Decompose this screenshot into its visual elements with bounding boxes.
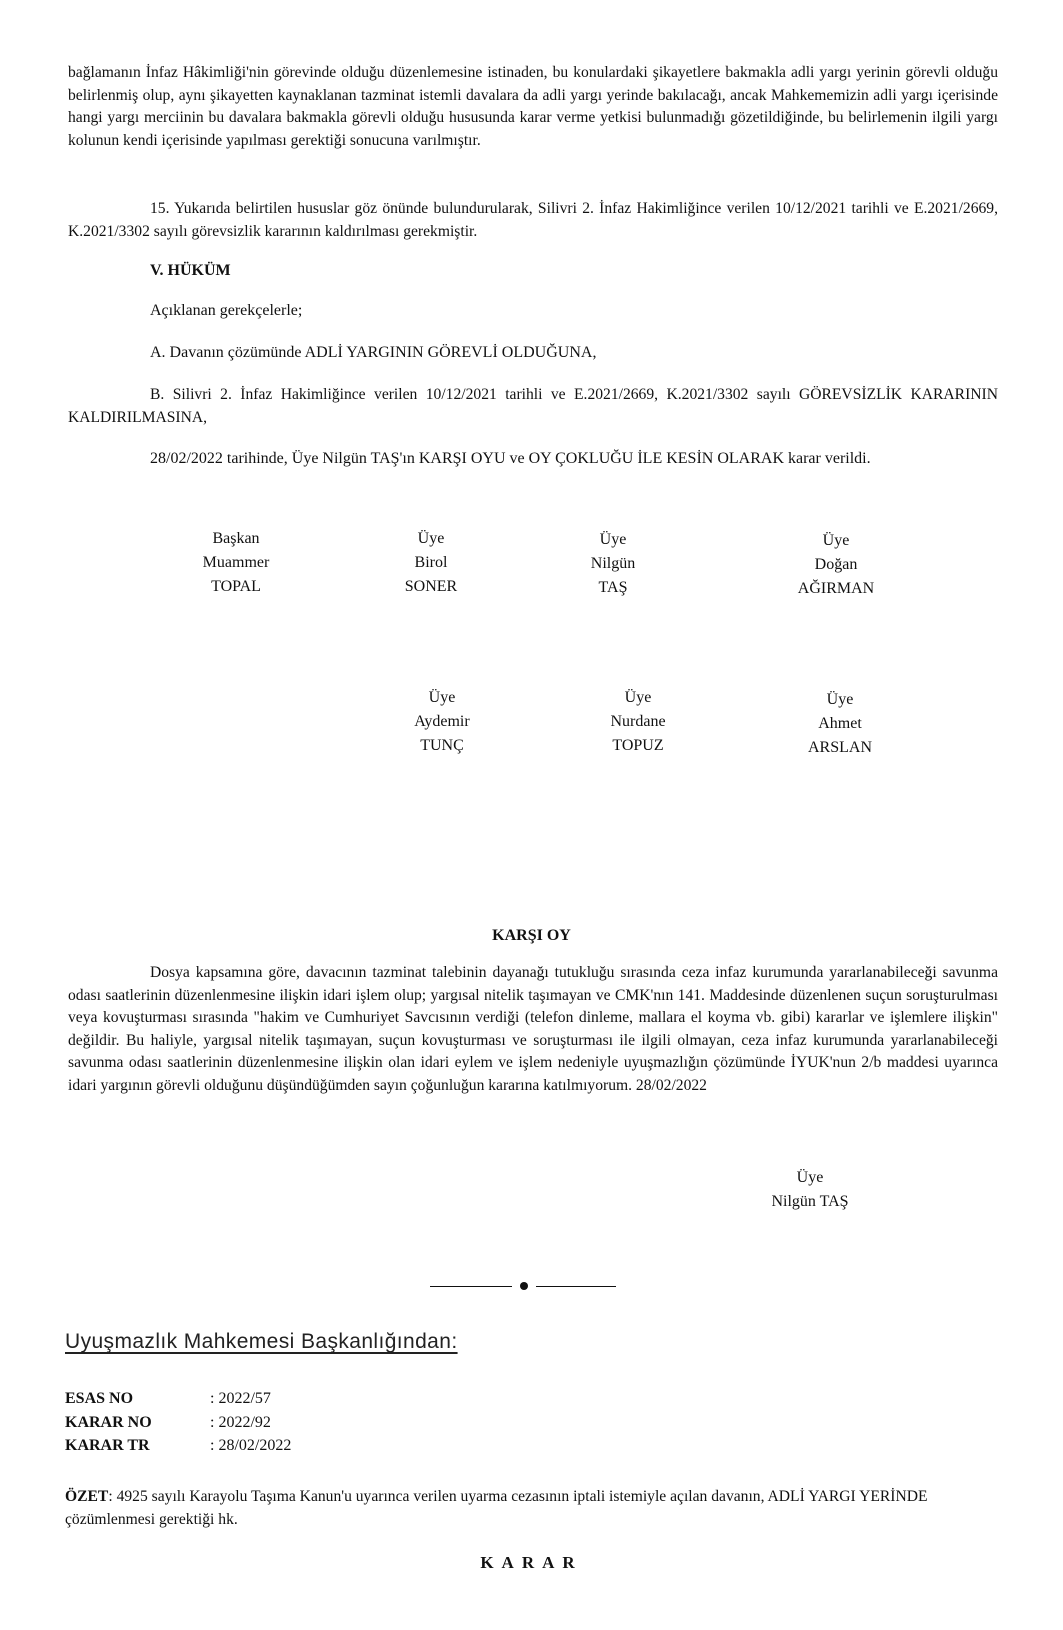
signature-first-name: Aydemir xyxy=(414,713,470,730)
paragraph-15: 15. Yukarıda belirtilen hususlar göz önünde bulundurularak, Silivri 2. İnfaz Hakimliğince verilen 10/12/2021 tarihli ve E.2021/2669, K.2021/3302 sayılı görevsizlik kararının kaldırılması gerekmiştir. xyxy=(68,200,998,240)
signature-last-name: ARSLAN xyxy=(807,739,872,756)
separator-line-right xyxy=(536,1286,616,1287)
dissent-signature xyxy=(700,1166,920,1214)
ruling-item-a-caps: ADLİ YARGININ GÖREVLİ OLDUĞUNA, xyxy=(304,344,597,361)
signature-block xyxy=(528,686,748,758)
signature-role: Üye xyxy=(826,691,854,708)
signature-role: Üye xyxy=(796,1169,824,1186)
signature-role: Üye xyxy=(428,689,456,706)
case-meta xyxy=(65,1387,291,1458)
meta-key: ESAS NO xyxy=(65,1390,134,1407)
signature-name: Nilgün TAŞ xyxy=(771,1193,849,1210)
ruling-item-b: B. Silivri 2. İnfaz Hakimliğince verilen 10/12/2021 tarihli ve E.2021/2669, K.2021/3302 sayılı GÖREVSİZLİK KARARININ KALDIRILMASINA, xyxy=(68,386,998,426)
summary-label: ÖZET xyxy=(65,1488,109,1505)
signature-last-name: SONER xyxy=(404,578,458,595)
signature-last-name: TOPAL xyxy=(211,578,261,595)
signature-block xyxy=(503,528,723,600)
ruling-item-a-prefix: A. Davanın çözümünde xyxy=(150,344,305,361)
signature-first-name: Nilgün xyxy=(590,555,636,572)
signature-last-name: TAŞ xyxy=(598,579,628,596)
paragraph-intro: bağlamanın İnfaz Hâkimliği'nin görevinde olduğu düzenlemesine istinaden, bu konulardaki şikayetlere bakmakla adli yargı yerinin görevli olduğu belirlenmiş olup, aynı şikayetten kaynaklanan tazminat istemli davalara da adli yargı yerinde bakılacağı, ancak Mahkememizin adli yargı içerisinde hangi yargı merciinin bu davalara bakmakla görevli olduğu hususunda karar verme yetkisi bulunmadığı gözetildiğinde, bu belirlemenin ilgili yargı kolunun kendi içerisinde yapılması gerektiği sonucuna varılmıştır. xyxy=(68,64,998,149)
signature-block xyxy=(730,688,950,760)
signature-role: Üye xyxy=(599,531,627,548)
signature-last-name: AĞIRMAN xyxy=(797,580,875,597)
meta-row xyxy=(65,1411,291,1435)
ruling-item-a xyxy=(150,344,596,362)
dissent-heading: KARŞI OY xyxy=(492,927,571,944)
signature-first-name: Muammer xyxy=(202,554,270,571)
meta-value: : 28/02/2022 xyxy=(210,1437,292,1454)
meta-value: : 2022/92 xyxy=(210,1413,271,1431)
signature-role: Başkan xyxy=(212,530,260,547)
dissent-text: Dosya kapsamına göre, davacının tazminat talebinin dayanağı tutukluğu sırasında ceza infaz kurumunda yararlanabileceği savunma odası saatlerinin düzenlenmesine ilişkin idari işlem olup; yargısal nitelik taşımayan ve CMK'nın 141. Maddesinde düzenlenen suçun soruşturulması veya kovuşturması sırasında "hakim ve Cumhuriyet Savcısının verdiği (telefon dinleme, mallara el koyma vb. gibi) kararlar ve işlemlere ilişkin" değildir. Bu haliyle, yargısal nitelik taşımayan, suçun kovuşturması ve soruşturması ile ilgili olmayan, ceza infaz kurumunda yararlanabileceği savunma odası saatlerinin düzenlenmesine ilişkin olan idari eylem ve işlem nedeniyle uyuşmazlığın çözümünde İYUK'nun 2/b maddesi uyarınca idari yargının görevli olduğunu düşündüğümden sayın çoğunluğun kararına katılmıyorum. 28/02/2022 xyxy=(68,964,998,1094)
summary-text: : 4925 sayılı Karayolu Taşıma Kanun'u uyarınca verilen uyarma cezasının iptali istemiyle açılan davanın, ADLİ YARGI YERİNDE çözümlenmesi gerektiği hk. xyxy=(65,1488,928,1528)
meta-key: KARAR TR xyxy=(65,1437,150,1454)
meta-key: KARAR NO xyxy=(65,1413,152,1431)
signature-last-name: TOPUZ xyxy=(612,737,664,754)
signature-first-name: Birol xyxy=(414,554,448,571)
signature-last-name: TUNÇ xyxy=(420,737,464,754)
signature-first-name: Nurdane xyxy=(610,713,666,730)
separator-line-left xyxy=(430,1286,512,1287)
section-heading-hukum: V. HÜKÜM xyxy=(150,262,231,279)
summary xyxy=(65,1486,975,1531)
signature-role: Üye xyxy=(624,689,652,706)
signature-block xyxy=(332,686,552,758)
meta-row xyxy=(65,1434,291,1458)
decision-line: 28/02/2022 tarihinde, Üye Nilgün TAŞ'ın KARŞI OYU ve OY ÇOKLUĞU İLE KESİN OLARAK karar verildi. xyxy=(150,450,871,467)
separator-dot xyxy=(520,1282,528,1290)
karar-heading: KARAR xyxy=(480,1553,583,1572)
reasons-intro: Açıklanan gerekçelerle; xyxy=(150,302,303,319)
signature-role: Üye xyxy=(822,532,850,549)
signature-block xyxy=(126,527,346,599)
court-heading: Uyuşmazlık Mahkemesi Başkanlığından: xyxy=(65,1330,458,1353)
meta-value: : 2022/57 xyxy=(210,1390,271,1407)
signature-first-name: Doğan xyxy=(814,556,858,573)
signature-role: Üye xyxy=(417,530,445,547)
signature-block xyxy=(726,529,946,601)
signature-first-name: Ahmet xyxy=(818,715,862,732)
meta-row xyxy=(65,1387,291,1411)
